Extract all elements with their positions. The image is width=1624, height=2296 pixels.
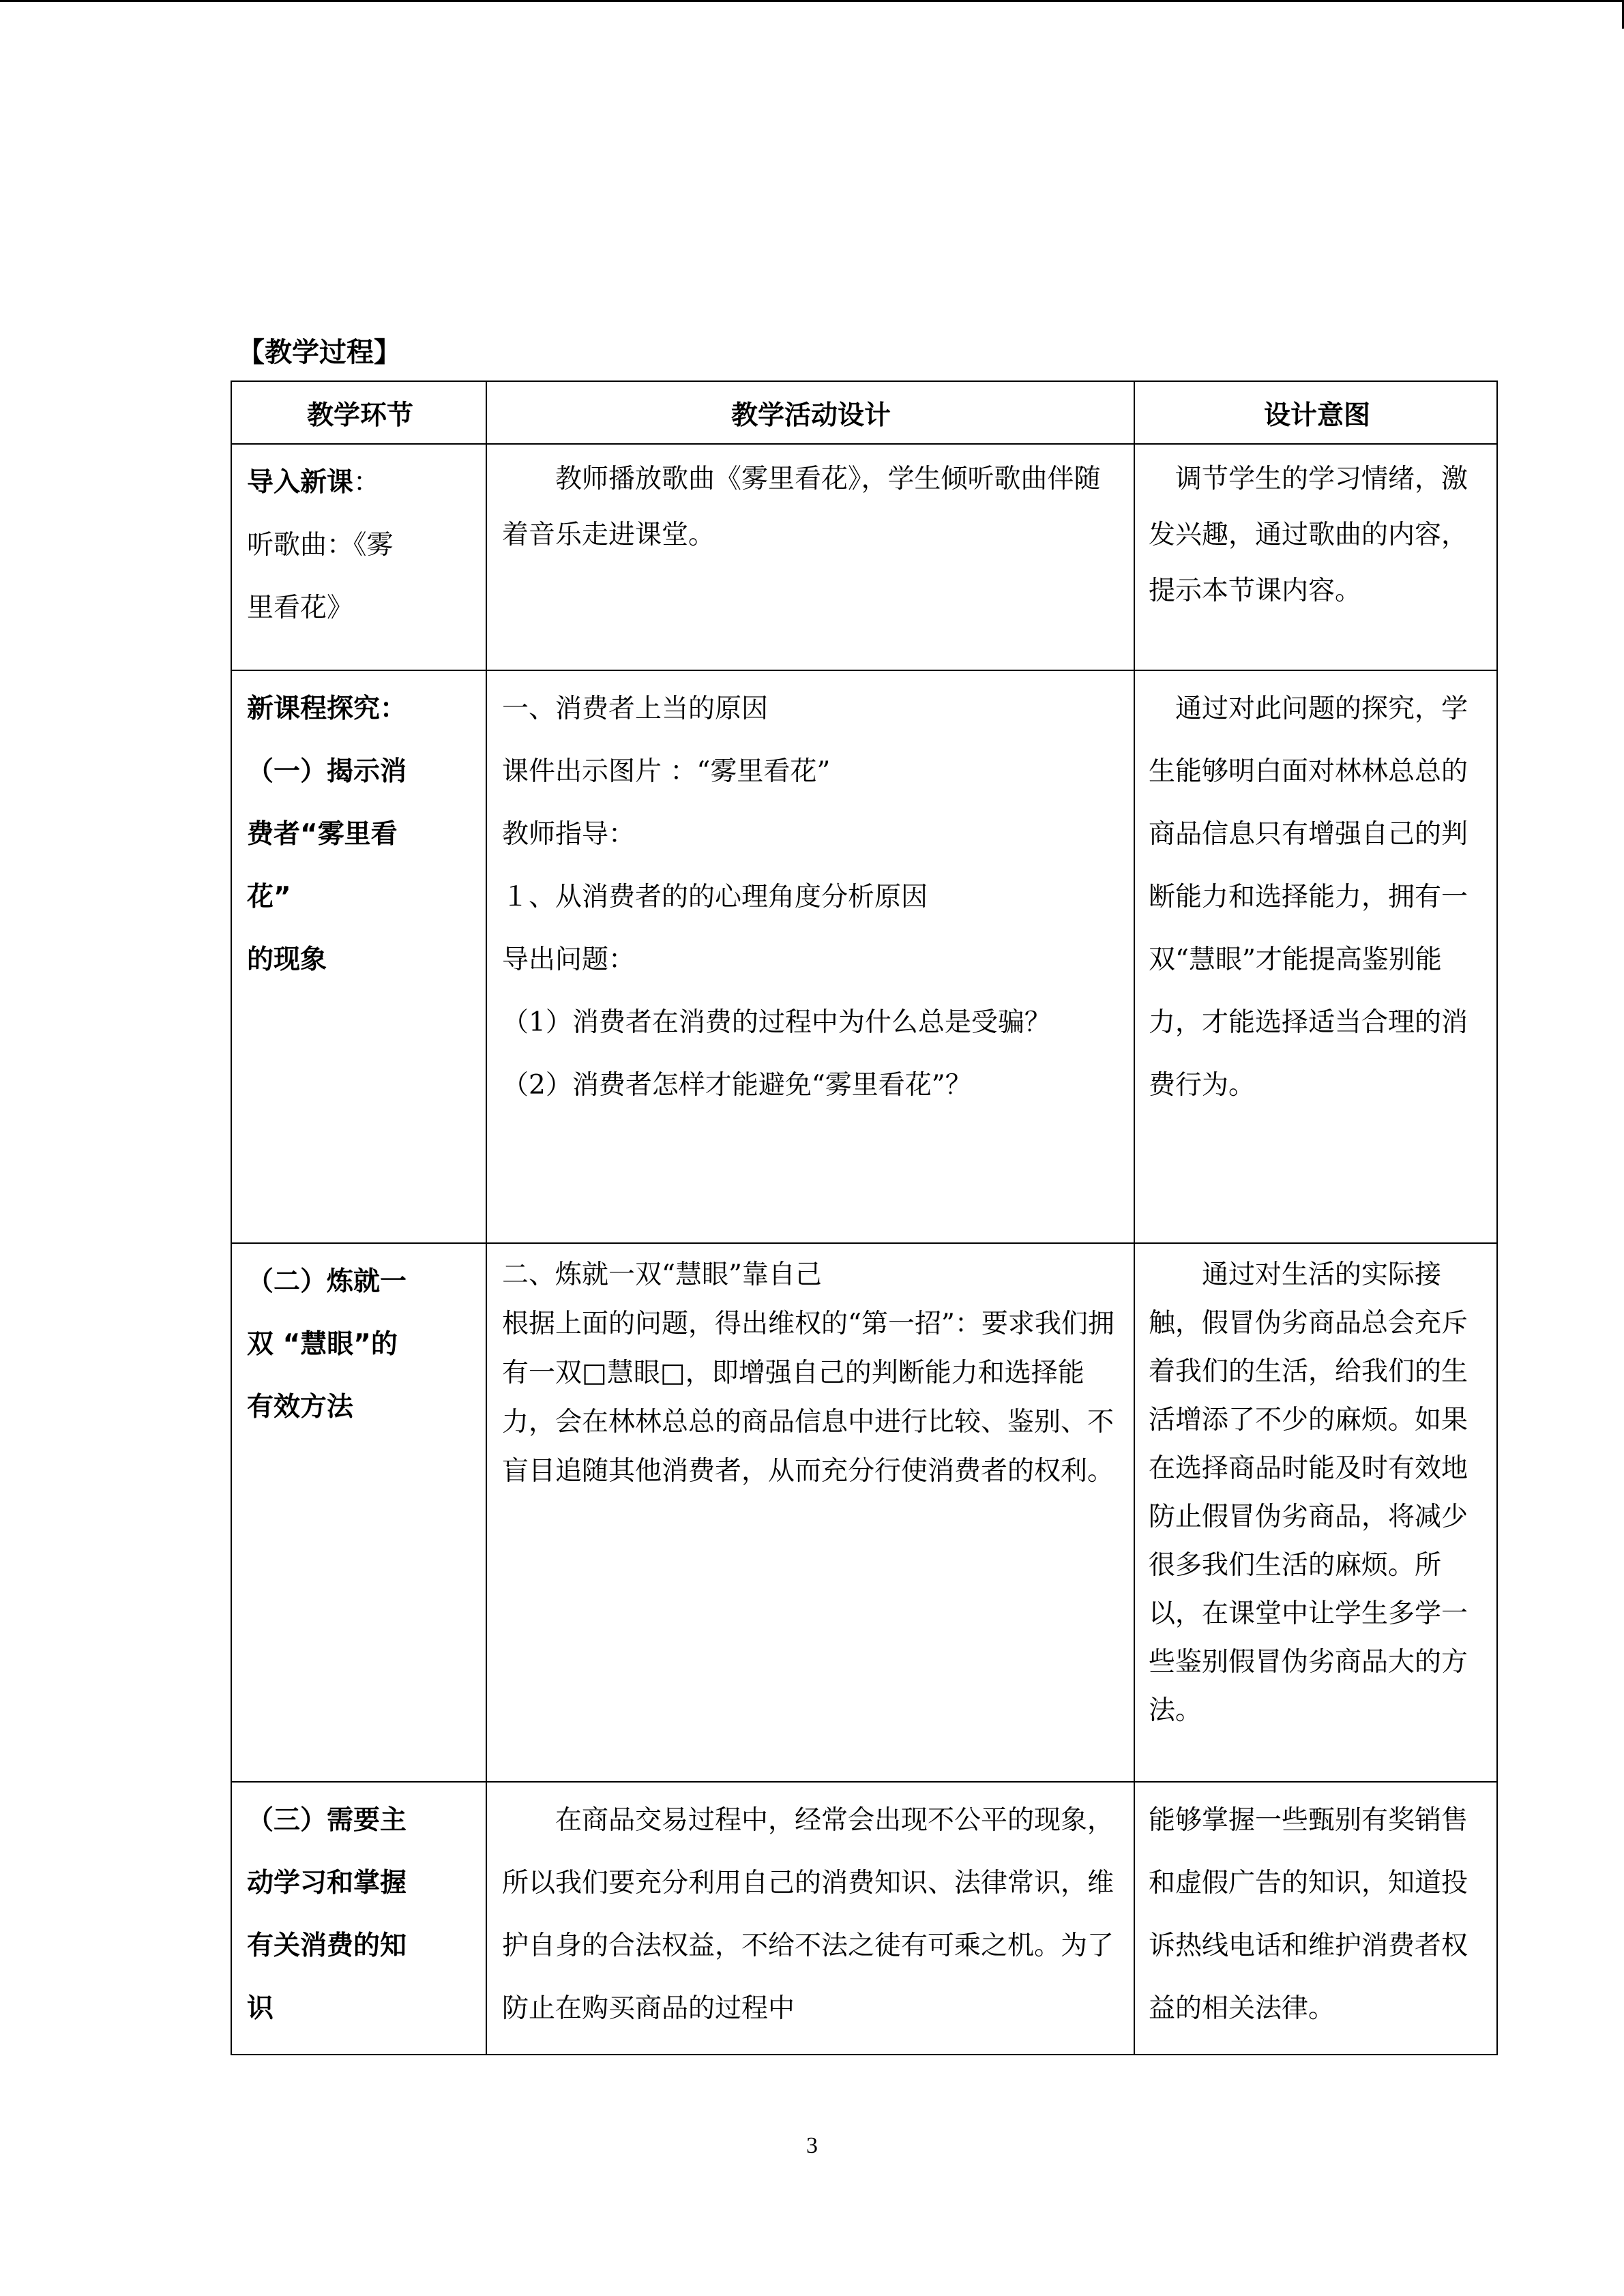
stage-title (247, 451, 473, 514)
table-row (231, 1243, 1497, 1782)
activity-line: 一、消费者上当的原因 (502, 694, 769, 724)
intent-cell (1134, 670, 1497, 1243)
stage-line: 识 (247, 1993, 274, 2024)
activity-line: （2）消费者怎样才能避免“雾里看花”？ (502, 1070, 972, 1101)
table-row (231, 444, 1497, 670)
activity-text: 教师播放歌曲《雾里看花》，学生倾听歌曲伴随着音乐走进课堂。 (502, 464, 1101, 550)
table-row (231, 670, 1497, 1243)
stage-title: 新课程探究： (247, 694, 407, 724)
intent-cell (1134, 444, 1497, 670)
activity-line: 导出问题： (502, 944, 636, 975)
page-number: 3 (806, 2133, 818, 2158)
stage-line: 动学习和掌握 (247, 1868, 407, 1898)
stage-line: 有效方法 (247, 1392, 354, 1422)
activity-cell (486, 1782, 1134, 2055)
stage-line: （三）需要主 (247, 1805, 407, 1836)
activity-cell (486, 1243, 1134, 1782)
header-intent: 设计意图 (1134, 381, 1497, 444)
stage-line: 有关消费的知 (247, 1930, 407, 1961)
intent-text: 通过对此问题的探究，学生能够明白面对林林总总的商品信息只有增强自己的判断能力和选择能力，拥有一双“慧眼”才能提高鉴别能力，才能选择适当合理的消费行为。 (1149, 694, 1468, 1101)
stage-cell (231, 1782, 486, 2055)
stage-line: （一）揭示消 (247, 756, 407, 787)
stage-cell (231, 670, 486, 1243)
stage-line: 听歌曲：《雾 (247, 530, 394, 561)
activity-cell (486, 444, 1134, 670)
activity-line: 教师指导： (502, 819, 636, 850)
table-row (231, 1782, 1497, 2055)
stage-line: 费者“雾里看 (247, 819, 398, 850)
intent-text: 能够掌握一些甄别有奖销售和虚假广告的知识，知道投诉热线电话和维护消费者权益的相关法律。 (1149, 1805, 1468, 2024)
activity-title: 二、炼就一双“慧眼”靠自己 (502, 1259, 822, 1290)
intent-text: 调节学生的学习情绪，激发兴趣，通过歌曲的内容，提示本节课内容。 (1149, 464, 1468, 606)
activity-cell (486, 670, 1134, 1243)
header-activity: 教学活动设计 (486, 381, 1134, 444)
intent-cell (1134, 1782, 1497, 2055)
stage-line: 花” (247, 882, 291, 912)
table-header-row (231, 381, 1497, 444)
activity-text: 在商品交易过程中，经常会出现不公平的现象，所以我们要充分利用自己的消费知识、法律常识，维护自身的合法权益，不给不法之徒有可乘之机。为了防止在购买商品的过程中 (502, 1805, 1114, 2024)
stage-title-colon: ： (353, 467, 381, 498)
stage-title-text: 导入新课 (247, 467, 354, 498)
stage-cell (231, 444, 486, 670)
stage-line: 的现象 (247, 944, 327, 975)
activity-line: １、从消费者的的心理角度分析原因 (502, 882, 928, 912)
intent-cell (1134, 1243, 1497, 1782)
section-heading: 【教学过程】 (237, 337, 401, 368)
intent-text: 通过对生活的实际接触，假冒伪劣商品总会充斥着我们的生活，给我们的生活增添了不少的麻烦。如果在选择商品时能及时有效地防止假冒伪劣商品，将减少很多我们生活的麻烦。所以，在课堂中让学生多学一些鉴别假冒伪劣商品大的方法。 (1149, 1259, 1468, 1726)
lesson-table (231, 381, 1498, 2055)
header-stage: 教学环节 (231, 381, 486, 444)
activity-text: 根据上面的问题，得出维权的“第一招”：要求我们拥有一双□慧眼□，即增强自己的判断能力和选择能力，会在林林总总的商品信息中进行比较、鉴别、不盲目追随其他消费者，从而充分行使消费者的权利。 (502, 1309, 1114, 1487)
activity-line: （1）消费者在消费的过程中为什么总是受骗？ (502, 1007, 1051, 1038)
stage-line: 里看花》 (247, 593, 354, 623)
stage-cell (231, 1243, 486, 1782)
stage-line: （二）炼就一 (247, 1266, 407, 1297)
activity-line: 课件出示图片 ：“雾里看花” (502, 756, 831, 787)
top-border-line (0, 0, 1624, 2)
stage-line: 双 “慧眼”的 (247, 1329, 398, 1360)
